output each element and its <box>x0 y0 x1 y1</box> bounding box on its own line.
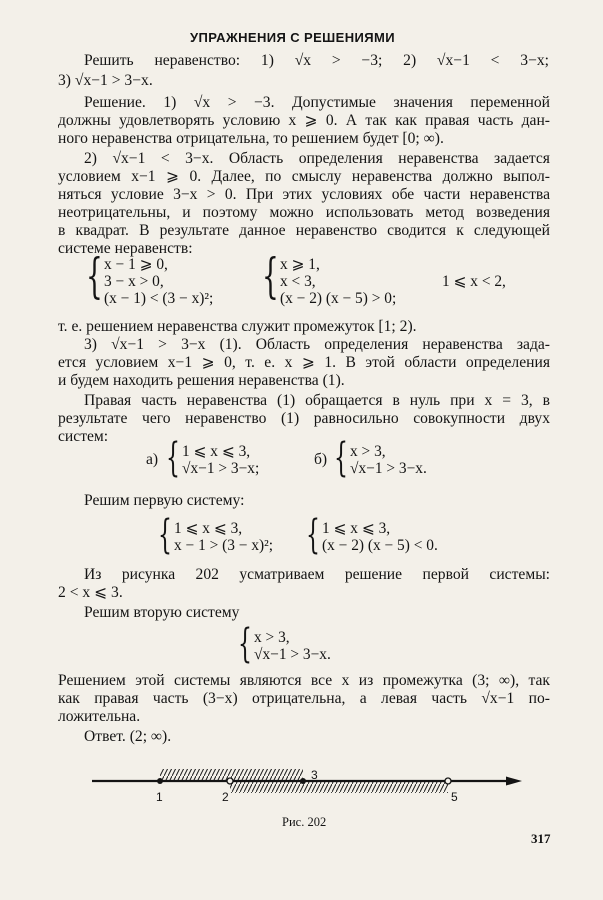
sys2-label-b: б) <box>314 451 328 468</box>
p2-line3: ного неравенства отрицательна, то решением будет [0; ∞). <box>58 130 444 147</box>
sys2-b-line: √x−1 > 3−x. <box>350 460 427 477</box>
p10-line3: ложительна. <box>58 708 141 725</box>
p3-line5: в квадрат. В результате данное неравенство сводится к следующей <box>58 222 550 239</box>
sys3-b-line: 1 ⩽ x ⩽ 3, <box>322 520 391 537</box>
sys2-label-a: а) <box>146 451 159 468</box>
p3-line1: 2) √x−1 < 3−x. Область определения неравенства задается <box>84 150 550 167</box>
p9-line: Решим вторую систему <box>84 604 240 621</box>
textbook-page: УПРАЖНЕНИЯ С РЕШЕНИЯМИ Решить неравенство: 1) √x > −3; 2) √x−1 < 3−x; 3) √x−1 > 3−x. Решение. 1) √x > −3. Допустимые значения переменной должны удовлетворять условию x ⩾ 0. А так как правая часть дан- ного неравенства отрицательна, то решением будет [0; ∞). 2) √x−1 < 3−x. Область определения неравенства задается условием x−1 ⩾ 0. Далее, по смыслу неравенства должно выпол- няться условие 3−x > 0. При этих условиях обе части неравенства неотрицательны, и поэтому можно использовать метод возведения в квадрат. В результате данное неравенство сводится к следующей системе неравенств: { x − 1 ⩾ 0, 3 − x > 0, (x − 1) < (3 − x)²; { x ⩾ 1, x < 3, (x − 2) (x − 5) > 0; 1 ⩽ x < 2, т. е. решением неравенства служит промежуток [1; 2). 3) √x−1 > 3−x (1). Область определения неравенства зада- ется условием x−1 ⩾ 0, т. е. x ⩾ 1. В этой области определения и будем находить решения неравенства (1). Правая часть неравенства (1) обращается в нуль при x = 3, в результате чего неравенство (1) равносильно совокупности двух систем: а) { 1 ⩽ x ⩽ 3, √x−1 > 3−x; б) { x > 3, √x−1 > 3−x. Решим первую систему: { 1 ⩽ x ⩽ 3, x − 1 > (3 − x)²; { 1 ⩽ x ⩽ 3, (x − 2) (x − 5) < 0. Из рисунка 202 усматриваем решение первой системы: 2 < x ⩽ 3. Решим вторую систему { x > 3, √x−1 > 3−x. Решением этой системы являются все x из промежутка (3; ∞), так как правая часть (3−x) отрицательна, а левая часть √x−1 по- ложительна. Ответ. (2; ∞). 1 2 3 5 Рис. 202 317 <box>0 0 603 900</box>
figure-caption: Рис. 202 <box>282 815 327 829</box>
number-line-figure <box>0 760 603 810</box>
hatch-region-2-to-5 <box>230 782 448 793</box>
page-number: 317 <box>531 831 551 846</box>
p1-line1: Решить неравенство: 1) √x > −3; 2) √x−1 < 3−x; <box>84 52 549 69</box>
sys1-b-line: x < 3, <box>280 273 316 290</box>
p3-line6: системе неравенств: <box>58 240 193 257</box>
sys1-b-line: x ⩾ 1, <box>280 256 320 273</box>
sys3-a-line: 1 ⩽ x ⩽ 3, <box>174 520 243 537</box>
sys2-a-line: √x−1 > 3−x; <box>182 460 260 477</box>
sys2-a-line: 1 ⩽ x ⩽ 3, <box>182 443 251 460</box>
p10-line2: как правая часть (3−x) отрицательна, а левая часть √x−1 по- <box>58 690 550 707</box>
sys4-a-line: √x−1 > 3−x. <box>254 646 331 663</box>
p2-line2: должны удовлетворять условию x ⩾ 0. А так как правая часть дан- <box>58 112 550 129</box>
sys2-b-line: x > 3, <box>350 443 386 460</box>
point-2-open <box>227 778 233 784</box>
tick-label-1: 1 <box>156 790 163 804</box>
p7-line: Решим первую систему: <box>84 492 245 509</box>
p5-line1: 3) √x−1 > 3−x (1). Область определения неравенства зада- <box>84 336 550 353</box>
p6-line1: Правая часть неравенства (1) обращается в нуль при x = 3, в <box>84 392 550 409</box>
sys4-a-line: x > 3, <box>254 629 290 646</box>
p5-line3: и будем находить решения неравенства (1). <box>58 372 345 389</box>
sys1-a-line: 3 − x > 0, <box>104 273 164 290</box>
p8-line1: Из рисунка 202 усматриваем решение первой системы: <box>84 566 550 583</box>
p3-line2: условием x−1 ⩾ 0. Далее, по смыслу неравенства должно выпол- <box>58 168 550 185</box>
axis-arrow-icon <box>506 777 522 786</box>
p1-line2: 3) √x−1 > 3−x. <box>58 72 153 89</box>
tick-label-3: 3 <box>311 768 318 782</box>
answer-line: Ответ. (2; ∞). <box>84 728 172 745</box>
p3-line4: неотрицательны, и поэтому можно использовать метод возведения <box>58 204 550 221</box>
sys1-b-line: (x − 2) (x − 5) > 0; <box>280 290 397 307</box>
tick-label-2: 2 <box>222 790 229 804</box>
tick-label-5: 5 <box>451 790 458 804</box>
sys1-result: 1 ⩽ x < 2, <box>442 273 506 290</box>
sys3-b-line: (x − 2) (x − 5) < 0. <box>322 537 438 554</box>
p3-line3: няться условие 3−x > 0. При этих условиях обе части неравенства <box>58 186 550 203</box>
point-3-filled <box>300 778 306 784</box>
p2-line1: Решение. 1) √x > −3. Допустимые значения переменной <box>84 94 550 111</box>
p6-line2: результате чего неравенство (1) равносильно совокупности двух <box>58 410 550 427</box>
p6-line3: систем: <box>58 428 109 445</box>
p8-line2: 2 < x ⩽ 3. <box>58 584 123 601</box>
sys1-a-line: x − 1 ⩾ 0, <box>104 256 168 273</box>
p4-line: т. е. решением неравенства служит промежуток [1; 2). <box>58 318 417 335</box>
sys3-a-line: x − 1 > (3 − x)²; <box>174 537 274 554</box>
p10-line1: Решением этой системы являются все x из промежутка (3; ∞), так <box>58 672 550 689</box>
point-5-open <box>445 778 451 784</box>
p5-line2: ется условием x−1 ⩾ 0, т. е. x ⩾ 1. В этой области определения <box>58 354 550 371</box>
sys1-a-line: (x − 1) < (3 − x)²; <box>104 290 214 307</box>
point-1-filled <box>157 778 163 784</box>
section-heading: УПРАЖНЕНИЯ С РЕШЕНИЯМИ <box>190 30 395 45</box>
